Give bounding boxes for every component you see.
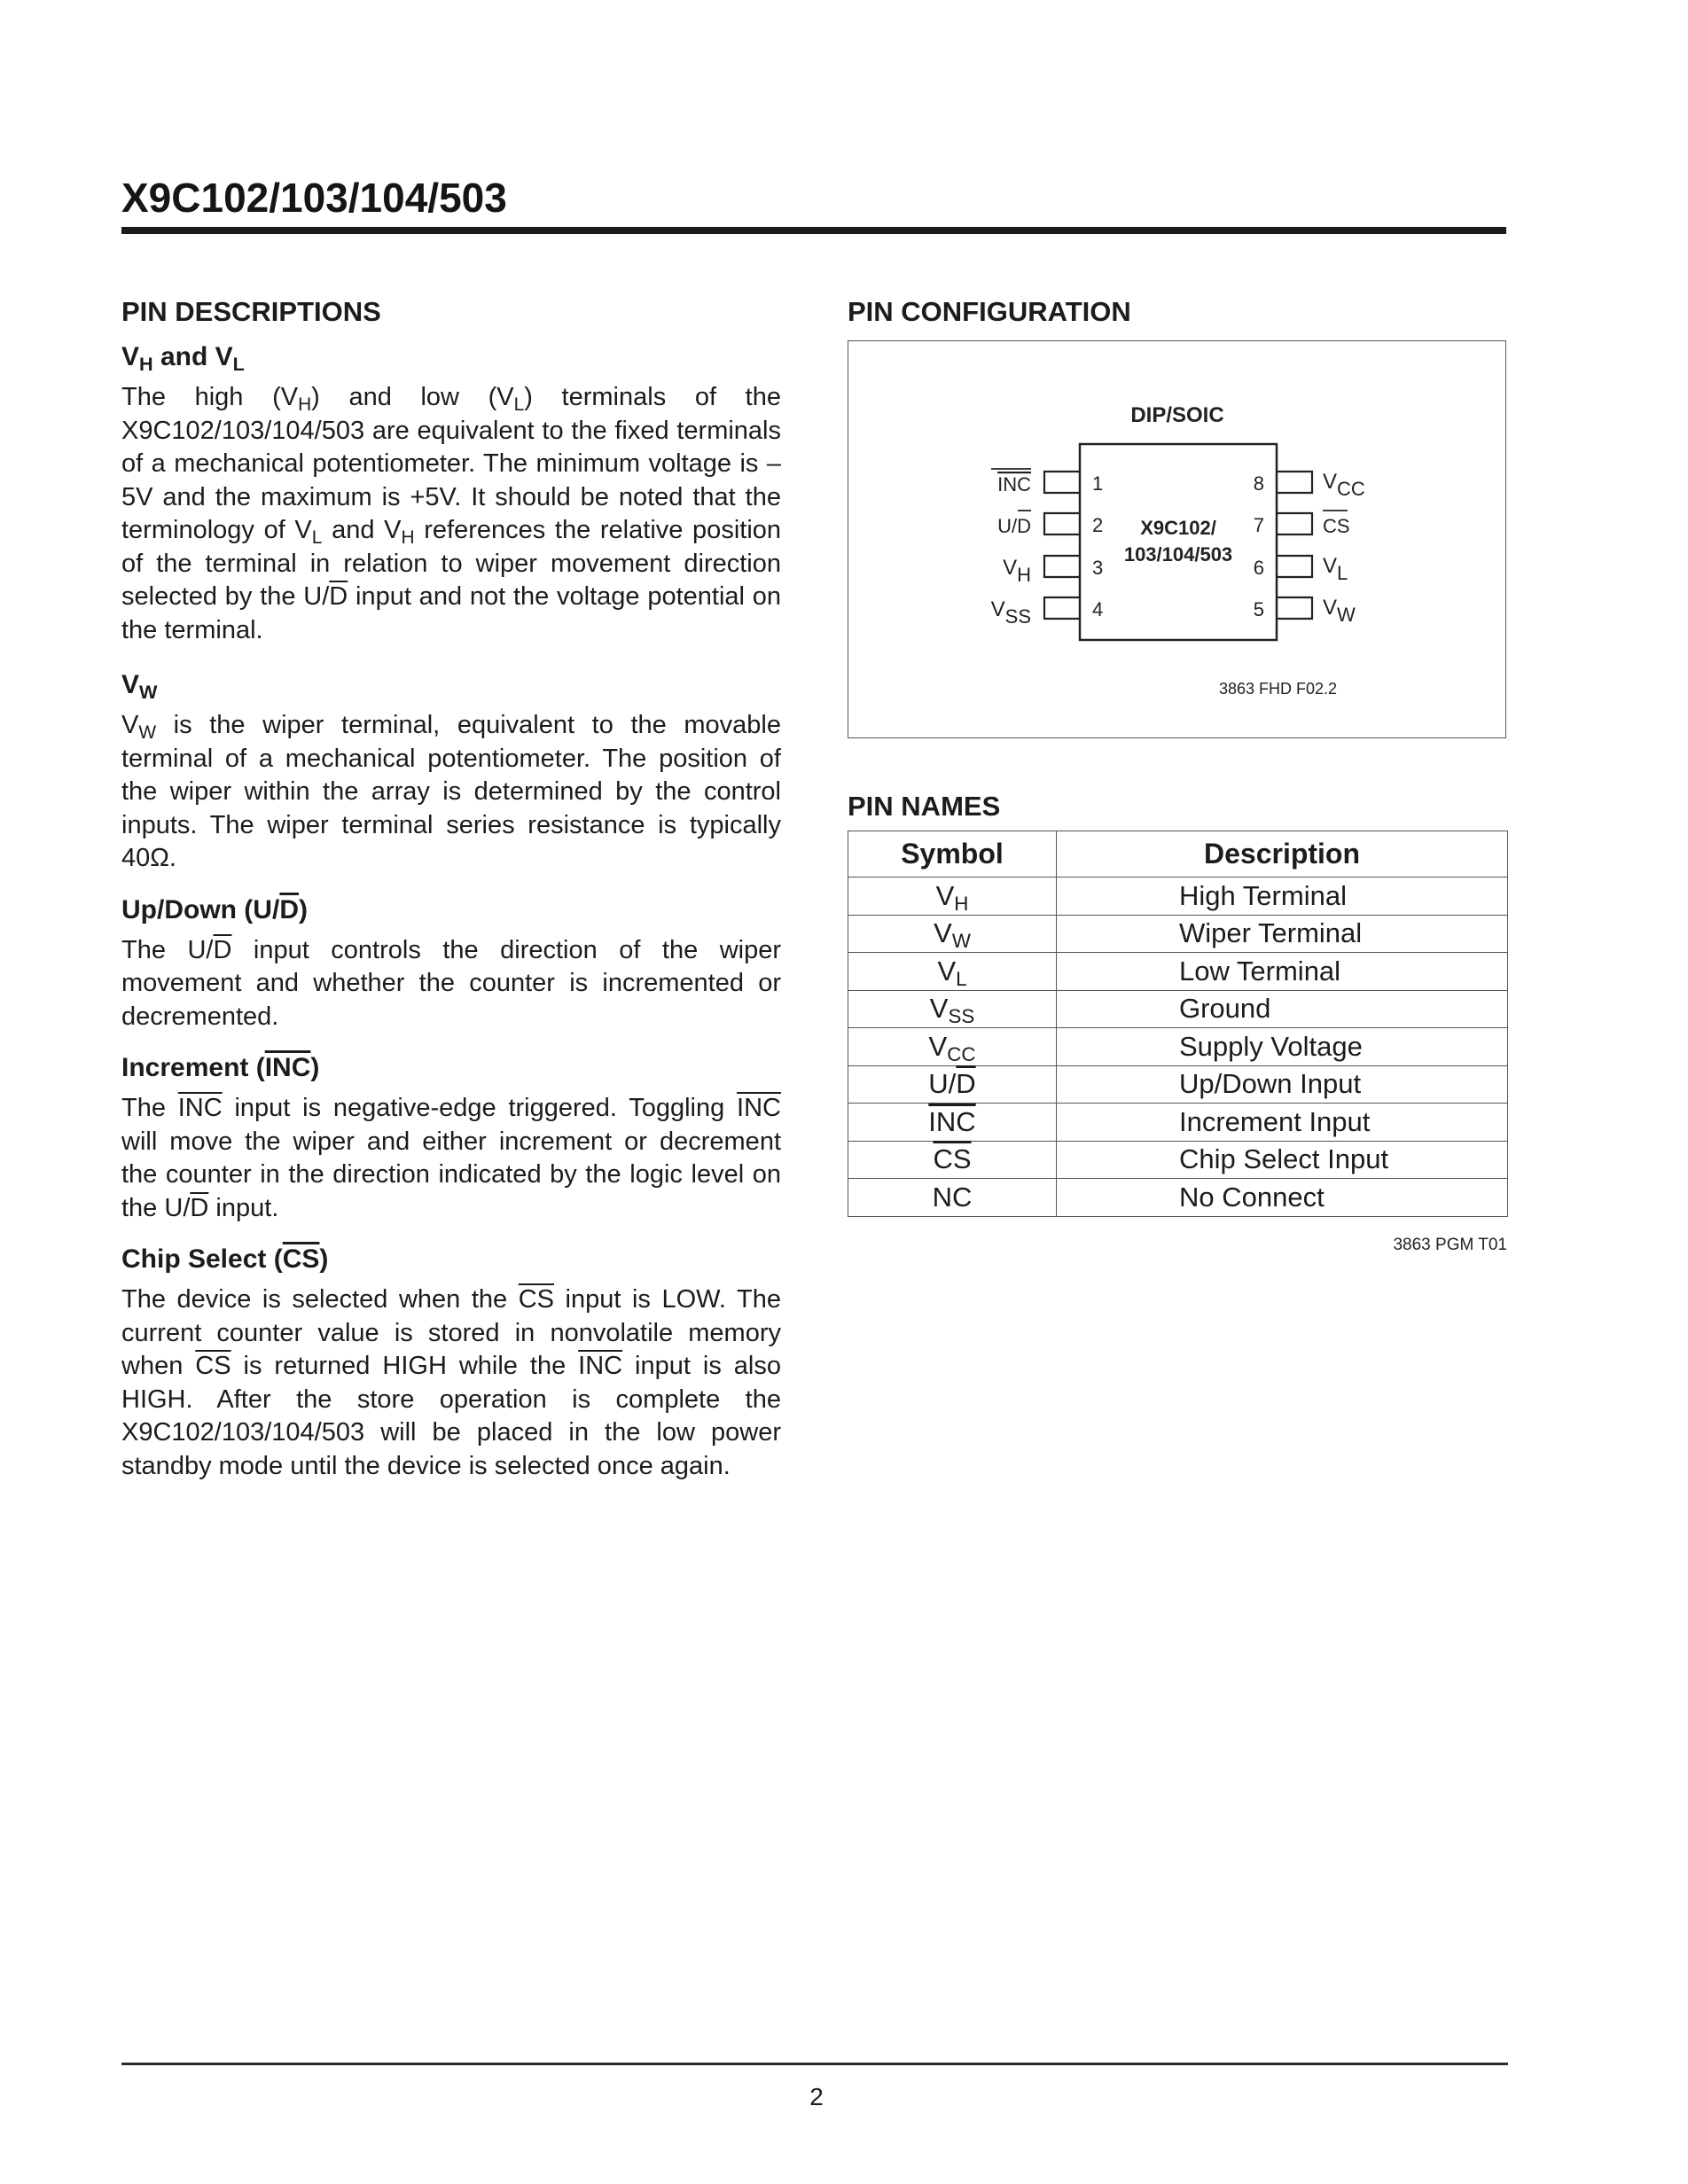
pin-7-stub [1277, 513, 1312, 534]
pin-name-cs: CS [1323, 515, 1350, 537]
updown-paragraph: The $U/\overline{D}$ input controls the direction of the wiper movement and whether the counter is incremented or decremented. [121, 935, 781, 1031]
title-rule [121, 227, 1506, 234]
pin-number-3: 3 [1092, 557, 1104, 579]
pin-number-8: 8 [1253, 472, 1264, 495]
chipselect-heading: Chip Select (CS) [121, 1244, 329, 1274]
symbol-cell: $V_L$ [848, 953, 1057, 991]
chip-label-line1: X9C102/ [1140, 517, 1216, 539]
pin-4-stub [1044, 597, 1080, 619]
vw-paragraph: $V_W$ is the wiper terminal, equivalent to the movable terminal of a mechanical potentiometer. The position of the wiper within the array is determined by the control inputs. The wiper terminal series resistance is typically 40Ω. [121, 711, 781, 872]
pin-3-stub [1044, 556, 1080, 577]
pin-2-stub [1044, 513, 1080, 534]
chipselect-paragraph: The device is selected when the $\overline{CS}$ input is LOW. The current counter value is stored in nonvolatile memory when $\overline{CS}$ is returned HIGH while the $\overline{INC}$ input is also HIGH. After the store operation is complete the X9C102/103/104/503 will be placed in the low power standby mode until the device is selected once again. [121, 1285, 781, 1480]
symbol-cell: $U/\overline{D}$ [848, 1065, 1057, 1104]
description-cell: Chip Select Input [1057, 1141, 1508, 1179]
pin-configuration-heading: PIN CONFIGURATION [848, 296, 1131, 327]
pin-name-vss: VSS [990, 597, 1031, 628]
pin-1-stub [1044, 472, 1080, 493]
description-cell: High Terminal [1057, 878, 1508, 916]
pin-name-inc: INC [997, 473, 1031, 495]
pin-5-stub [1277, 597, 1312, 619]
description-cell: Wiper Terminal [1057, 915, 1508, 953]
symbol-cell: $V_{CC}$ [848, 1028, 1057, 1066]
description-cell: Up/Down Input [1057, 1065, 1508, 1104]
description-cell: Ground [1057, 990, 1508, 1028]
pin-name-vw: VW [1323, 596, 1356, 626]
pin-number-5: 5 [1253, 598, 1264, 620]
footer-rule [121, 2063, 1508, 2065]
symbol-cell: $\overline{INC}$ [848, 1104, 1057, 1142]
updown-heading: Up/Down (U/D) [121, 894, 308, 924]
pin-8-stub [1277, 472, 1312, 493]
symbol-cell: $V_{SS}$ [848, 990, 1057, 1028]
pin-number-6: 6 [1253, 557, 1264, 579]
increment-heading: Increment (INC) [121, 1053, 320, 1082]
symbol-cell: NC [848, 1179, 1057, 1217]
chip-body [1080, 444, 1277, 640]
table-row [848, 1179, 1508, 1217]
column-header-symbol: Symbol [848, 831, 1057, 878]
pin-number-1: 1 [1092, 472, 1104, 495]
pin-number-2: 2 [1092, 514, 1104, 536]
pin-name-vl: VL [1323, 554, 1348, 584]
left-pin-stubs [1044, 472, 1080, 619]
table-row [848, 1104, 1508, 1142]
table-row [848, 990, 1508, 1028]
column-header-description: Description [1057, 831, 1508, 878]
description-cell: Low Terminal [1057, 953, 1508, 991]
chip-label-line2: 103/104/503 [1123, 543, 1233, 566]
increment-paragraph: The $\overline{INC}$ input is negative-edge triggered. Toggling $\overline{INC}$ will move the wiper and either increment or decrement the counter in the direction indicated by the logic level on the $U/\overline{D}$ input. [121, 1094, 781, 1222]
pin-name-vcc: VCC [1323, 470, 1365, 500]
pin-names-heading: PIN NAMES [848, 791, 1001, 822]
description-cell: No Connect [1057, 1179, 1508, 1217]
page-number: 2 [809, 2083, 824, 2110]
table-row [848, 953, 1508, 991]
vw-heading: $V_W$ [121, 670, 158, 704]
symbol-cell: $\overline{CS}$ [848, 1141, 1057, 1179]
right-pin-stubs [1277, 472, 1312, 619]
vh-vl-heading: $V_H$ and $V_L$ [121, 342, 245, 376]
symbol-cell: $V_W$ [848, 915, 1057, 953]
page-title: X9C102/103/104/503 [121, 175, 507, 221]
pin-name-ud: U/D [997, 515, 1031, 537]
table-code: 3863 PGM T01 [1393, 1236, 1507, 1254]
pin-descriptions-heading: PIN DESCRIPTIONS [121, 296, 381, 327]
table-row [848, 1065, 1508, 1104]
dip-soic-diagram [848, 341, 1507, 739]
pin-descriptions [121, 292, 781, 1483]
pin-configuration-diagram [848, 340, 1506, 738]
table-row [848, 915, 1508, 953]
pin-configuration-section [848, 292, 1508, 339]
vh-vl-paragraph: The high $(V_H)$ and low $(V_L)$ terminals of the X9C102/103/104/503 are equivalent to the fixed terminals of a mechanical potentiometer. The minimum voltage is –5V and the maximum is +5V. It should be noted that the terminology of $V_L$ and $V_H$ references the relative position of the terminal in relation to wiper movement direction selected by the $U/\overline{D}$ input and not the voltage potential on the terminal. [121, 383, 782, 644]
pin-name-vh: VH [1003, 556, 1031, 586]
symbol-cell: $V_H$ [848, 878, 1057, 916]
package-label: DIP/SOIC [1130, 403, 1224, 427]
table-header-row [848, 831, 1508, 878]
table-row [848, 878, 1508, 916]
table-row [848, 1028, 1508, 1066]
pin-6-stub [1277, 556, 1312, 577]
pin-number-4: 4 [1092, 598, 1104, 620]
description-cell: Increment Input [1057, 1104, 1508, 1142]
pin-names-table [848, 831, 1508, 1217]
table-row [848, 1141, 1508, 1179]
description-cell: Supply Voltage [1057, 1028, 1508, 1066]
pin-number-7: 7 [1253, 514, 1264, 536]
figure-code: 3863 FHD F02.2 [1219, 680, 1338, 698]
